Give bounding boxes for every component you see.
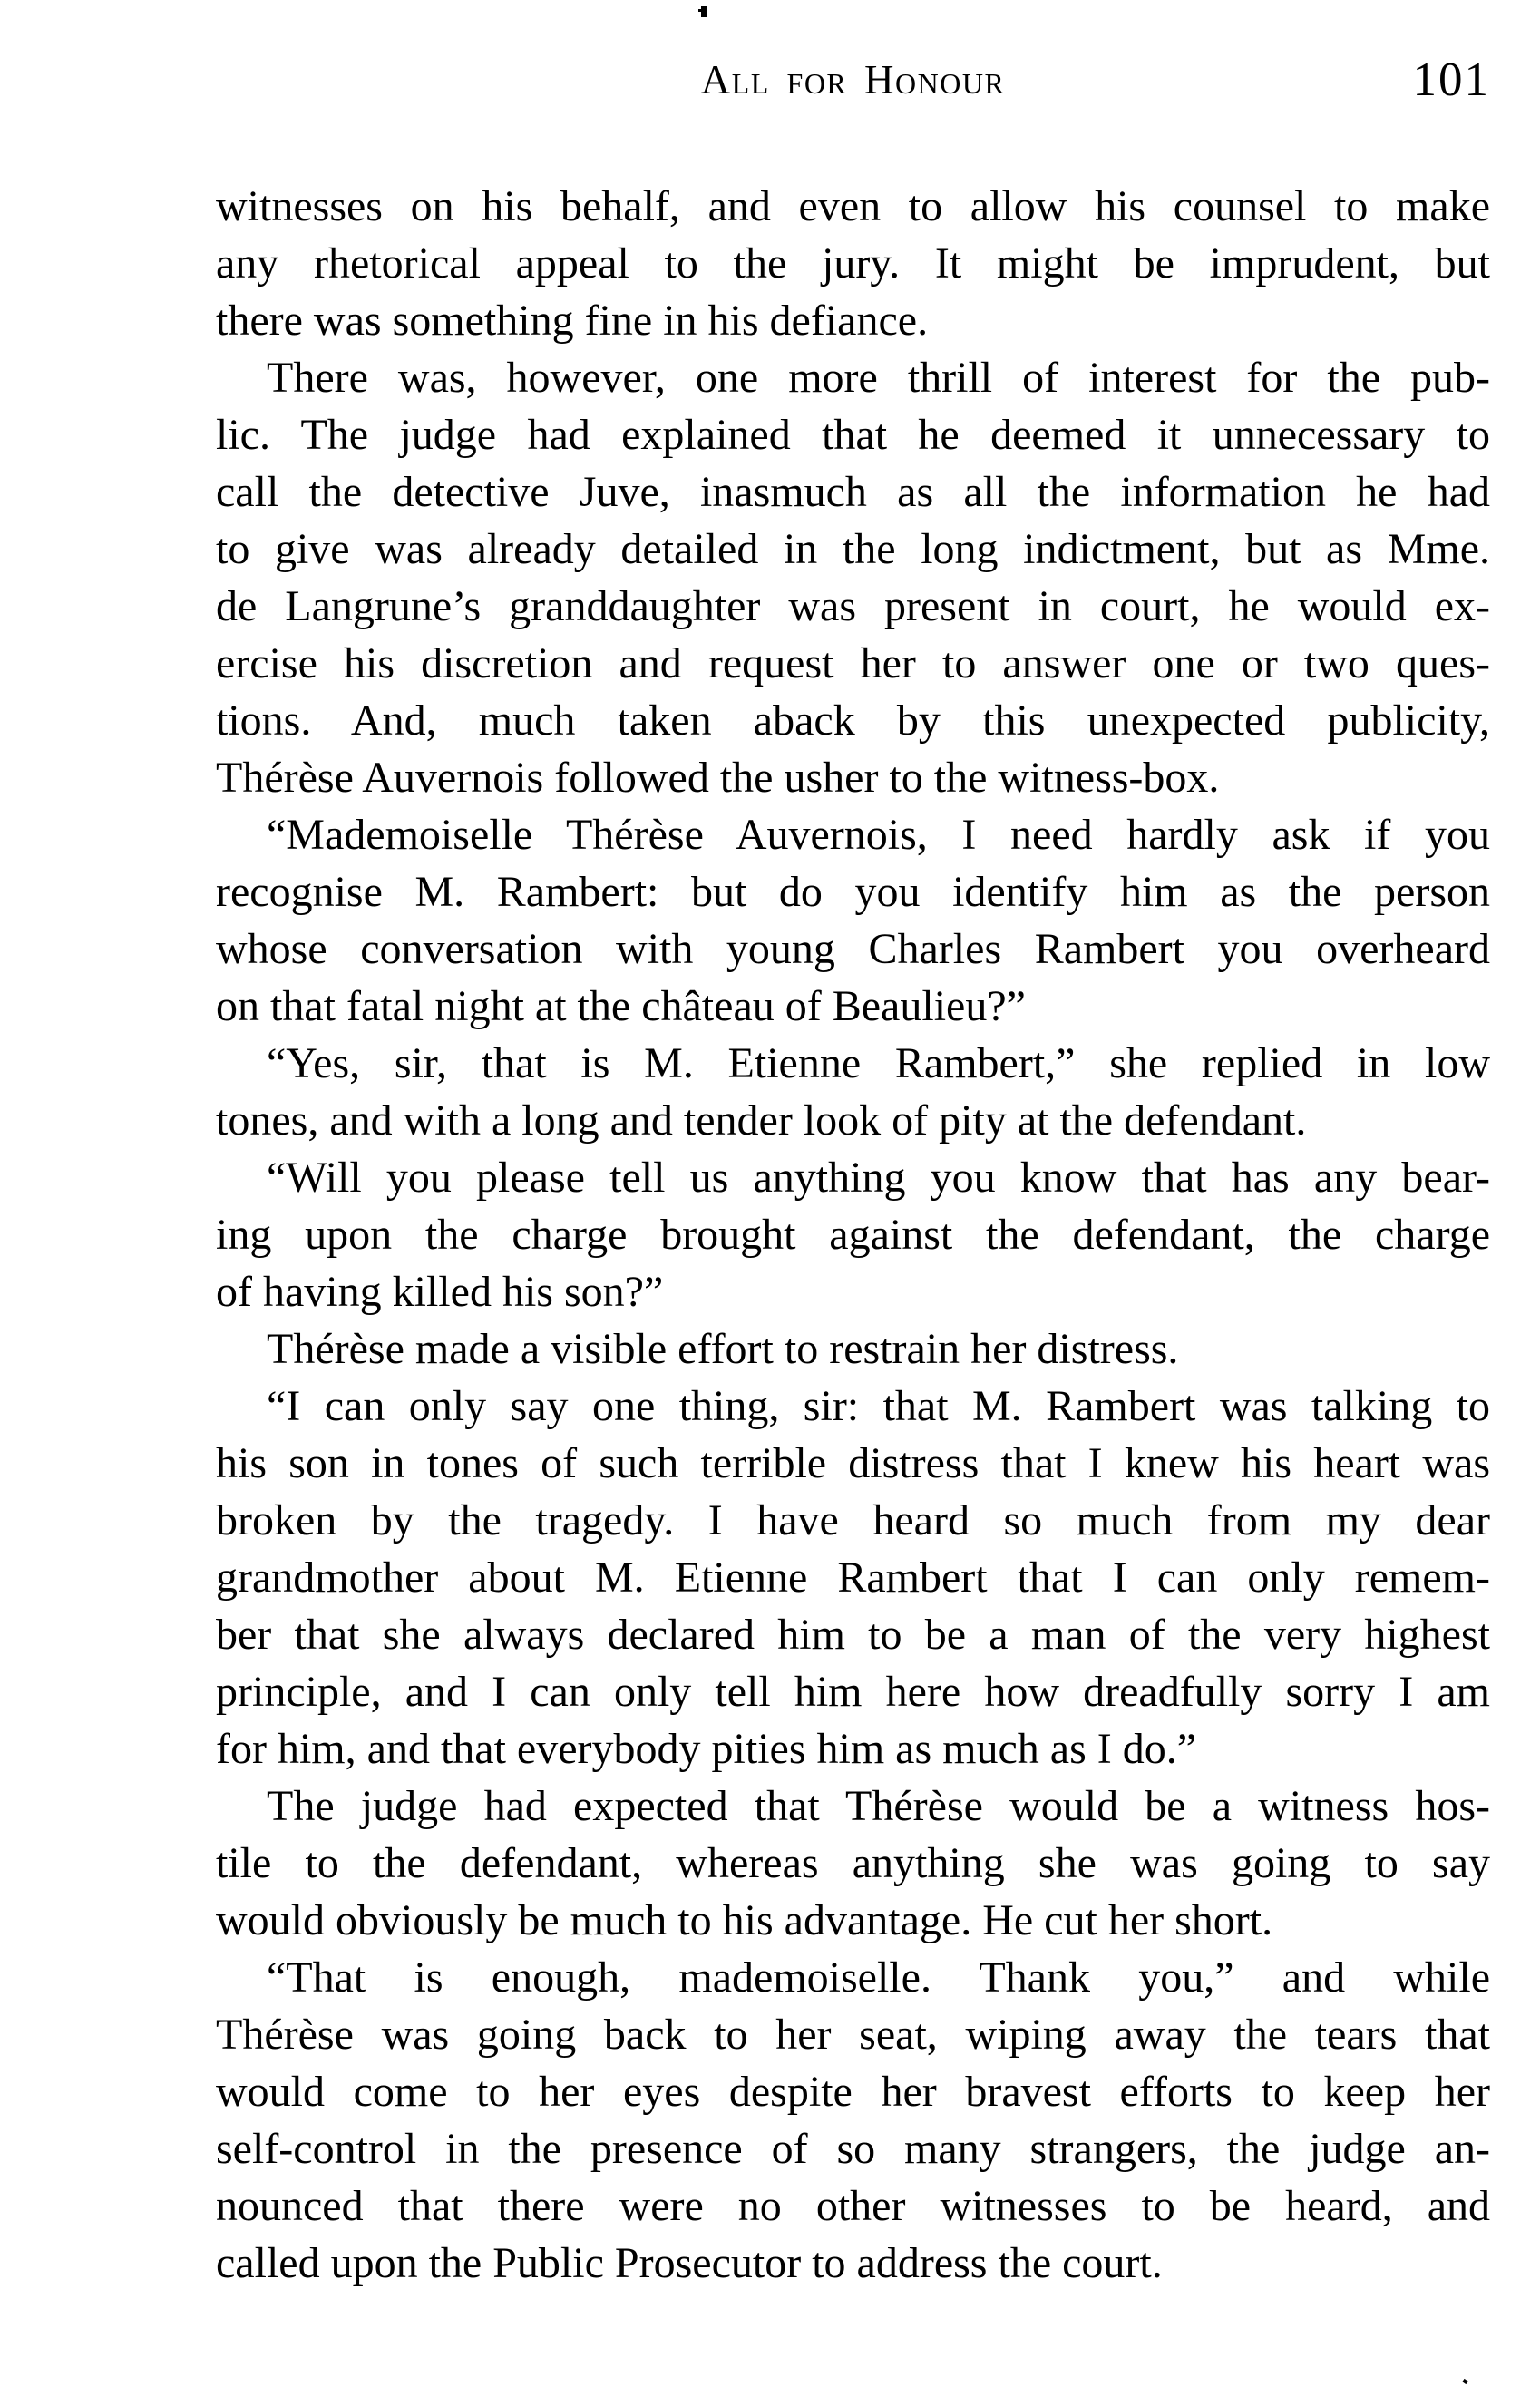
- text-line: there was something fine in his defiance.: [216, 297, 929, 345]
- text-line: There was, however, one more thrill of interest for the pub-: [267, 354, 1490, 402]
- text-line: “That is enough, mademoiselle. Thank you,” and while: [267, 1953, 1490, 2002]
- text-line: “I can only say one thing, sir: that M. Rambert was talking to: [267, 1382, 1490, 1430]
- text-line: The judge had expected that Thérèse would be a witness hos-: [267, 1782, 1490, 1830]
- page-number: 101: [1412, 54, 1490, 106]
- body-text-block: [216, 178, 1490, 2292]
- text-line: Thérèse Auvernois followed the usher to the witness-box.: [216, 754, 1220, 802]
- text-line: “Will you please tell us anything you know that has any bear-: [267, 1154, 1490, 1202]
- text-line: grandmother about M. Etienne Rambert that I can only remem-: [216, 1554, 1490, 1602]
- text-line: tones, and with a long and tender look of pity at the defendant.: [216, 1096, 1307, 1145]
- text-line: Thérèse made a visible effort to restrain her distress.: [267, 1325, 1179, 1373]
- text-line: of having killed his son?”: [216, 1268, 664, 1316]
- text-line: tile to the defendant, whereas anything she was going to say: [216, 1839, 1490, 1887]
- text-line: ber that she always declared him to be a man of the very highest: [216, 1611, 1490, 1659]
- text-line: would come to her eyes despite her bravest efforts to keep her: [216, 2068, 1490, 2116]
- stray-scan-mark: [701, 6, 707, 17]
- text-line: principle, and I can only tell him here how dreadfully sorry I am: [216, 1668, 1490, 1716]
- text-line: call the detective Juve, inasmuch as all the information he had: [216, 468, 1490, 516]
- page-header: [216, 54, 1490, 106]
- text-line: broken by the tragedy. I have heard so much from my dear: [216, 1496, 1490, 1544]
- text-line: ercise his discretion and request her to answer one or two ques-: [216, 639, 1490, 687]
- text-line: witnesses on his behalf, and even to allow his counsel to make: [216, 182, 1490, 230]
- text-line: on that fatal night at the château of Beaulieu?”: [216, 982, 1026, 1030]
- text-line: whose conversation with young Charles Rambert you overheard: [216, 925, 1490, 973]
- text-line: recognise M. Rambert: but do you identify him as the person: [216, 868, 1490, 916]
- text-line: lic. The judge had explained that he deemed it unnecessary to: [216, 411, 1490, 459]
- text-line: Thérèse was going back to her seat, wiping away the tears that: [216, 2011, 1490, 2059]
- text-line: ing upon the charge brought against the defendant, the charge: [216, 1211, 1490, 1259]
- running-title: All for Honour: [700, 57, 1006, 102]
- text-line: nounced that there were no other witnesses to be heard, and: [216, 2182, 1490, 2230]
- text-line: de Langrune’s granddaughter was present in court, he would ex-: [216, 582, 1490, 630]
- text-line: would obviously be much to his advantage. He cut her short.: [216, 1896, 1273, 1944]
- text-line: called upon the Public Prosecutor to address the court.: [216, 2239, 1163, 2287]
- text-line: tions. And, much taken aback by this unexpected publicity,: [216, 696, 1490, 745]
- text-line: his son in tones of such terrible distress that I knew his heart was: [216, 1439, 1490, 1487]
- text-line: self-control in the presence of so many strangers, the judge an-: [216, 2125, 1490, 2173]
- ink-speck: [1462, 2379, 1467, 2384]
- text-line: “Yes, sir, that is M. Etienne Rambert,” she replied in low: [267, 1039, 1490, 1087]
- text-line: any rhetorical appeal to the jury. It might be imprudent, but: [216, 239, 1490, 287]
- text-line: to give was already detailed in the long indictment, but as Mme.: [216, 525, 1490, 573]
- text-line: for him, and that everybody pities him as much as I do.”: [216, 1725, 1197, 1773]
- text-line: “Mademoiselle Thérèse Auvernois, I need hardly ask if you: [267, 811, 1490, 859]
